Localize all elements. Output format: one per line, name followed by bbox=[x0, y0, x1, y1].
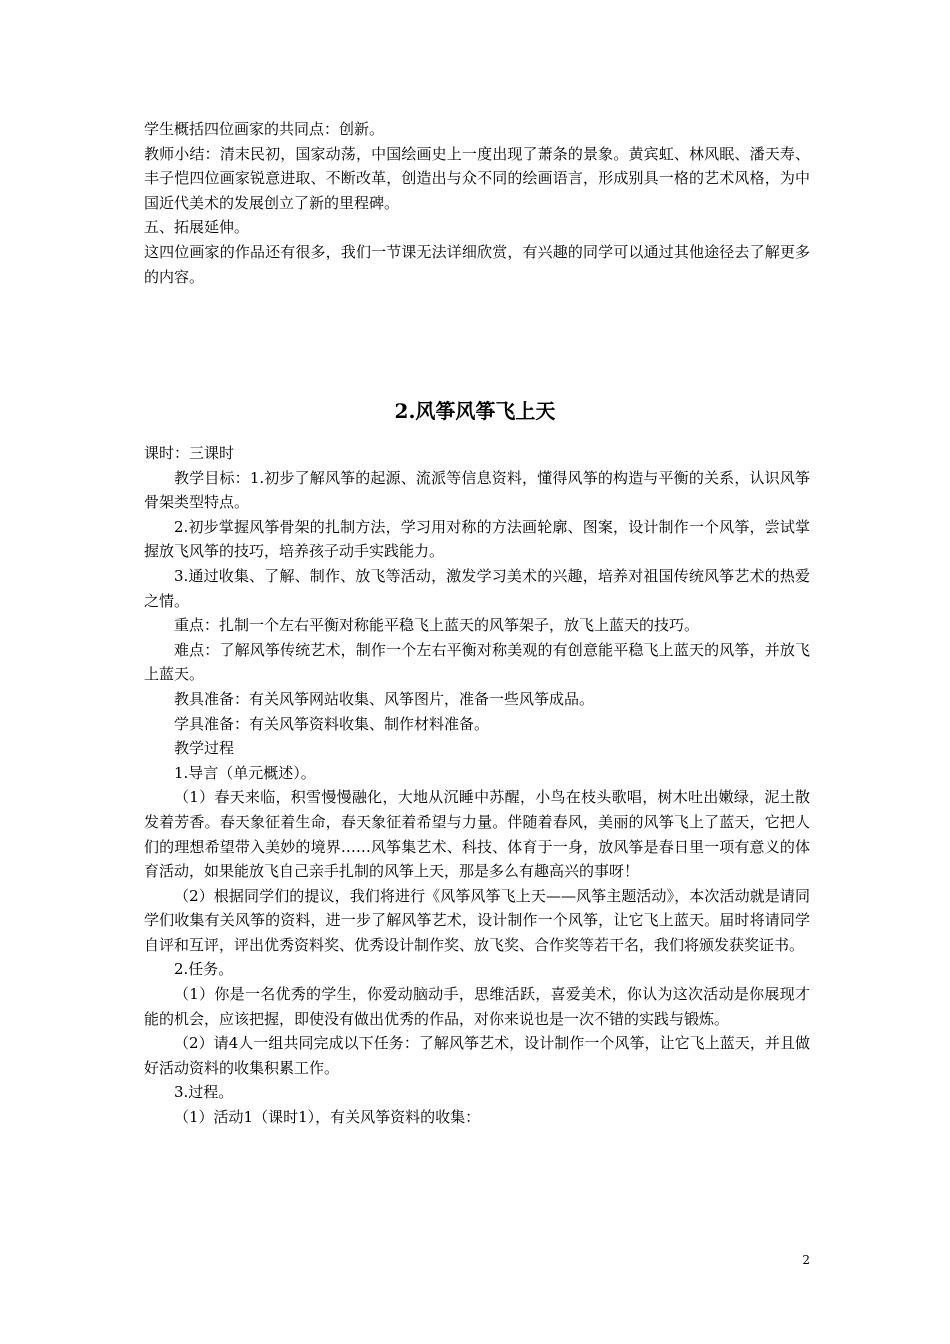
student-materials: 学具准备：有关风筝资料收集、制作材料准备。 bbox=[174, 714, 490, 733]
teaching-goal-2: 2.初步掌握风筝骨架的扎制方法，学习用对称的方法画轮廓、图案，设计制作一个风筝，尝试掌握放飞风筝的技巧，培养孩子动手实践能力。 bbox=[144, 517, 810, 561]
previous-lesson-ending bbox=[144, 117, 810, 289]
process-heading: 3.过程。 bbox=[174, 1083, 234, 1102]
teaching-goal-3: 3.通过收集、了解、制作、放飞等活动，激发学习美术的兴趣，培养对祖国传统风筝艺术的热爱之情。 bbox=[144, 566, 810, 610]
summary-paragraph: 学生概括四位画家的共同点：创新。 bbox=[144, 120, 385, 138]
introduction-paragraph-1: （1）春天来临，积雪慢慢融化，大地从沉睡中苏醒，小鸟在枝头歌唱，树木吐出嫩绿，泥土散发着芳香。春天象征着生命，春天象征着希望与力量。伴随着春风，美丽的风筝飞上了蓝天，它把人们的理想希望带入美妙的境界……风筝集艺术、科技、体育于一身，放风筝是春日里一项有意义的体育活动，如果能放飞自己亲手扎制的风筝上天，那是多么有趣高兴的事呀！ bbox=[144, 788, 810, 881]
extension-heading: 五、拓展延伸。 bbox=[144, 218, 250, 237]
task-paragraph-2: （2）请4人一组共同完成以下任务：了解风筝艺术，设计制作一个风筝，让它飞上蓝天，并且做好活动资料的收集积累工作。 bbox=[144, 1034, 810, 1077]
lesson-body bbox=[144, 441, 810, 1130]
extension-paragraph: 这四位画家的作品还有很多，我们一节课无法详细欣赏，有兴趣的同学可以通过其他途径去了解更多的内容。 bbox=[144, 242, 810, 286]
introduction-heading: 1.导言（单元概述）。 bbox=[174, 763, 316, 782]
activity-1-paragraph: （1）活动1（课时1），有关风筝资料的收集： bbox=[174, 1108, 481, 1127]
introduction-paragraph-2: （2）根据同学们的提议，我们将进行《风筝风筝飞上天——风筝主题活动》，本次活动就是请同学们收集有关风筝的资料，进一步了解风筝艺术，设计制作一个风筝，让它飞上蓝天。届时将请同学自评和互评，评出优秀资料奖、优秀设计制作奖、放飞奖、合作奖等若干名，我们将颁发获奖证书。 bbox=[144, 886, 810, 954]
page-number: 2 bbox=[802, 1253, 810, 1267]
teaching-process-heading: 教学过程 bbox=[174, 739, 235, 758]
task-heading: 2.任务。 bbox=[174, 960, 234, 979]
teacher-materials: 教具准备：有关风筝网站收集、风筝图片，准备一些风筝成品。 bbox=[174, 689, 595, 708]
key-point: 重点：扎制一个左右平衡对称能平稳飞上蓝天的风筝架子，放飞上蓝天的技巧。 bbox=[174, 616, 700, 635]
task-paragraph-1: （1）你是一名优秀的学生，你爱动脑动手，思维活跃，喜爱美术，你认为这次活动是你展现才能的机会，应该把握，即使没有做出优秀的作品，对你来说也是一次不错的实践与锻炼。 bbox=[144, 985, 810, 1028]
teacher-summary-paragraph: 教师小结：清末民初，国家动荡，中国绘画史上一度出现了萧条的景象。黄宾虹、林风眠、潘天寿、丰子恺四位画家锐意进取、不断改革，创造出与众不同的绘画语言，形成别具一格的艺术风格，为中国近代美术的发展创立了新的里程碑。 bbox=[144, 144, 810, 212]
lesson-title: 2.风筝风筝飞上天 bbox=[394, 399, 556, 423]
difficult-point: 难点：了解风筝传统艺术，制作一个左右平衡对称美观的有创意能平稳飞上蓝天的风筝，并放飞上蓝天。 bbox=[144, 640, 810, 684]
teaching-goal-1: 教学目标：1.初步了解风筝的起源、流派等信息资料，懂得风筝的构造与平衡的关系，认识风筝骨架类型特点。 bbox=[144, 468, 810, 512]
lesson-hours: 课时：三课时 bbox=[144, 444, 235, 462]
